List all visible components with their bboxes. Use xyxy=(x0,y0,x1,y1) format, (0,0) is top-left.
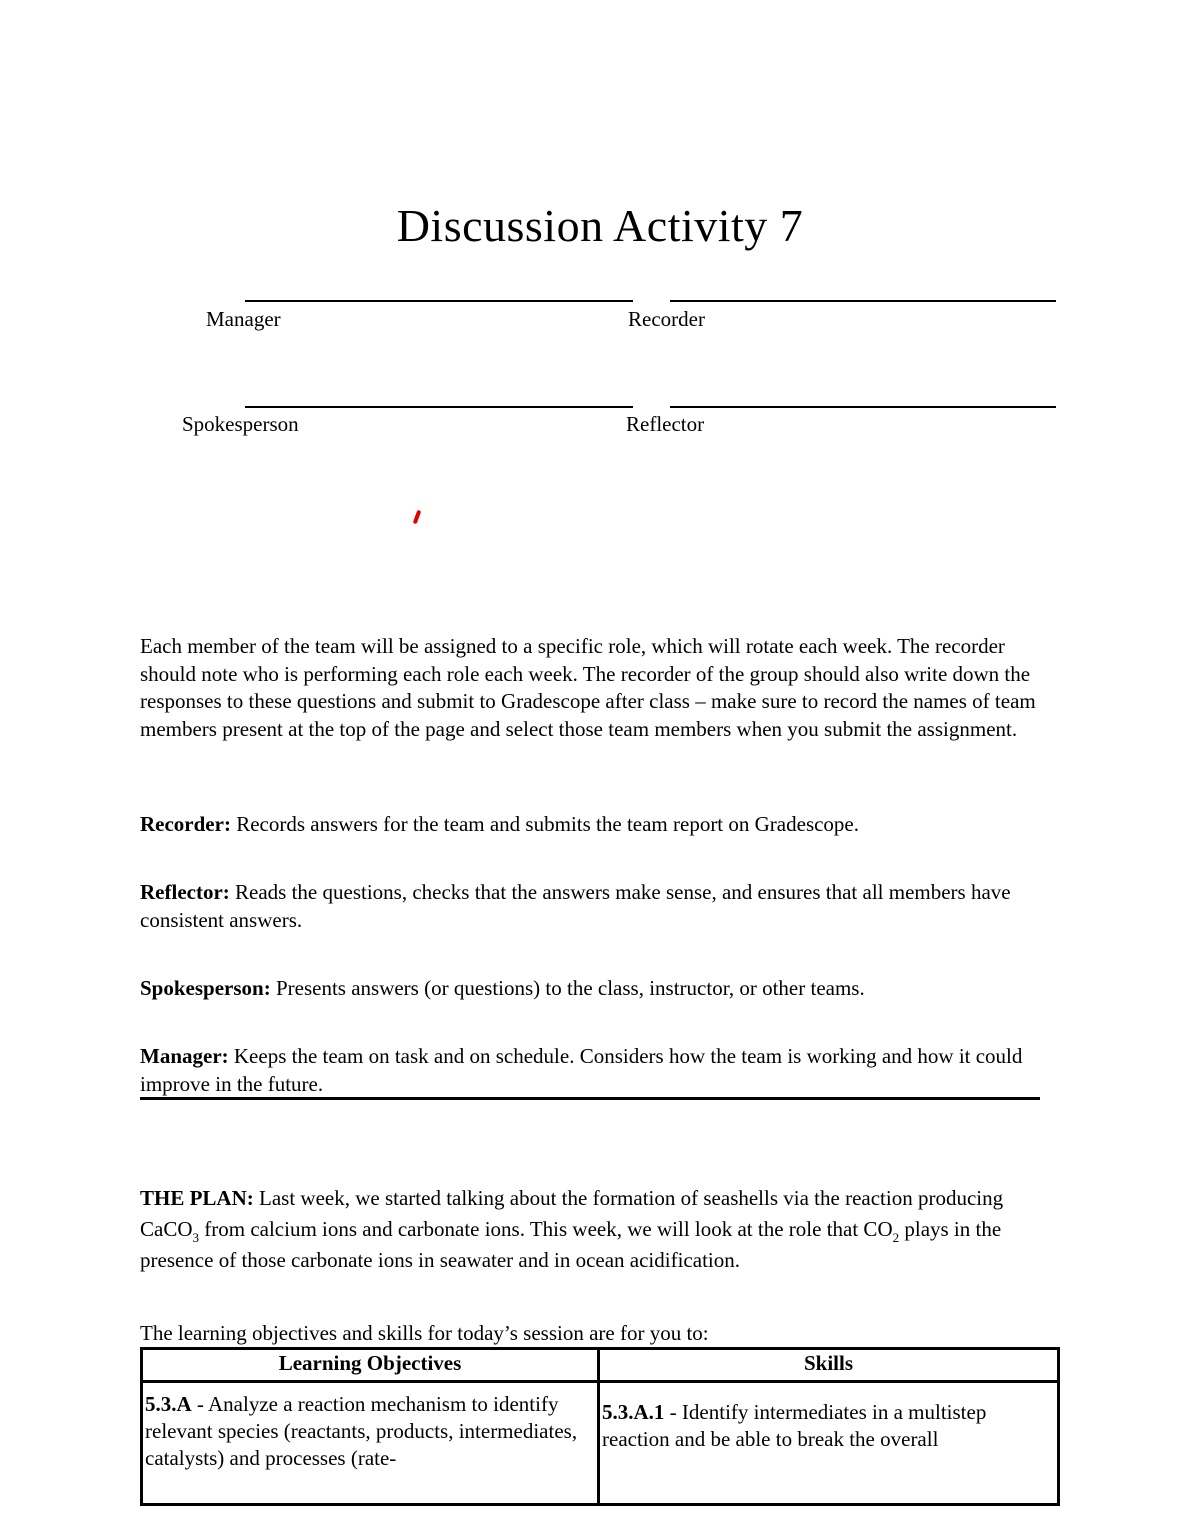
table-header-row xyxy=(142,1349,1059,1382)
role-recorder xyxy=(140,811,1055,839)
objectives-table xyxy=(140,1347,1060,1506)
table-row xyxy=(142,1382,1059,1505)
role-label: Spokesperson: xyxy=(140,976,271,1000)
reflector-name-line[interactable] xyxy=(670,406,1056,408)
role-label: Manager: xyxy=(140,1044,229,1068)
section-divider xyxy=(140,1097,1040,1100)
manager-label: Manager xyxy=(206,307,281,331)
subscript: 2 xyxy=(892,1230,900,1245)
role-description: Records answers for the team and submits the team report on Gradescope. xyxy=(230,812,860,836)
plan-text: plays in the presence of those carbonate ions in seawater and in ocean acidification. xyxy=(140,1217,1002,1272)
role-description: Keeps the team on task and on schedule. Considers how the team is working and how it could improve in the future. xyxy=(140,1044,1023,1096)
objective-cell xyxy=(142,1382,599,1505)
reflector-label: Reflector xyxy=(626,412,705,436)
plan-text: Last week, we started talking about the formation of seashells via the reaction producing CaCO xyxy=(140,1186,1004,1241)
role-label: Recorder: xyxy=(140,812,231,836)
role-reflector xyxy=(140,879,1055,934)
page-title: Discussion Activity 7 xyxy=(396,200,804,251)
objective-code: 5.3.A xyxy=(145,1392,192,1416)
manager-name-line[interactable] xyxy=(245,300,633,302)
role-label: Reflector: xyxy=(140,880,230,904)
recorder-name-line[interactable] xyxy=(670,300,1056,302)
role-description: Reads the questions, checks that the answers make sense, and ensures that all members have consistent answers. xyxy=(140,880,1011,932)
skill-text: - Identify intermediates in a multistep reaction and be able to break the overall xyxy=(602,1400,987,1451)
header-skills: Skills xyxy=(599,1349,1059,1382)
plan-text: from calcium ions and carbonate ions. This week, we will look at the role that CO xyxy=(199,1217,893,1241)
skill-cell xyxy=(599,1382,1059,1505)
header-learning-objectives: Learning Objectives xyxy=(142,1349,599,1382)
subscript: 3 xyxy=(192,1230,199,1245)
role-description: Presents answers (or questions) to the class, instructor, or other teams. xyxy=(270,976,865,1000)
skill-code: 5.3.A.1 xyxy=(602,1400,665,1424)
spokesperson-label: Spokesperson xyxy=(182,412,299,436)
spokesperson-name-line[interactable] xyxy=(245,406,633,408)
intro-paragraph: Each member of the team will be assigned to a specific role, which will rotate each week. The recorder should note who is performing each role each week. The recorder of the group should also write down the responses to these questions and submit to Gradescope after class – make sure to record the names of team members present at the top of the page and select those team members when you submit the assignment. xyxy=(140,634,1036,741)
role-spokesperson xyxy=(140,975,1055,1003)
objectives-intro: The learning objectives and skills for today’s session are for you to: xyxy=(140,1321,709,1345)
recorder-label: Recorder xyxy=(628,307,705,331)
plan-paragraph xyxy=(140,1183,1055,1276)
plan-label: THE PLAN: xyxy=(140,1186,254,1210)
role-manager xyxy=(140,1043,1055,1098)
objective-text: - Analyze a reaction mechanism to identify relevant species (reactants, products, intermediates, catalysts) and processes (rate- xyxy=(145,1392,578,1470)
red-annotation-mark xyxy=(413,510,422,525)
